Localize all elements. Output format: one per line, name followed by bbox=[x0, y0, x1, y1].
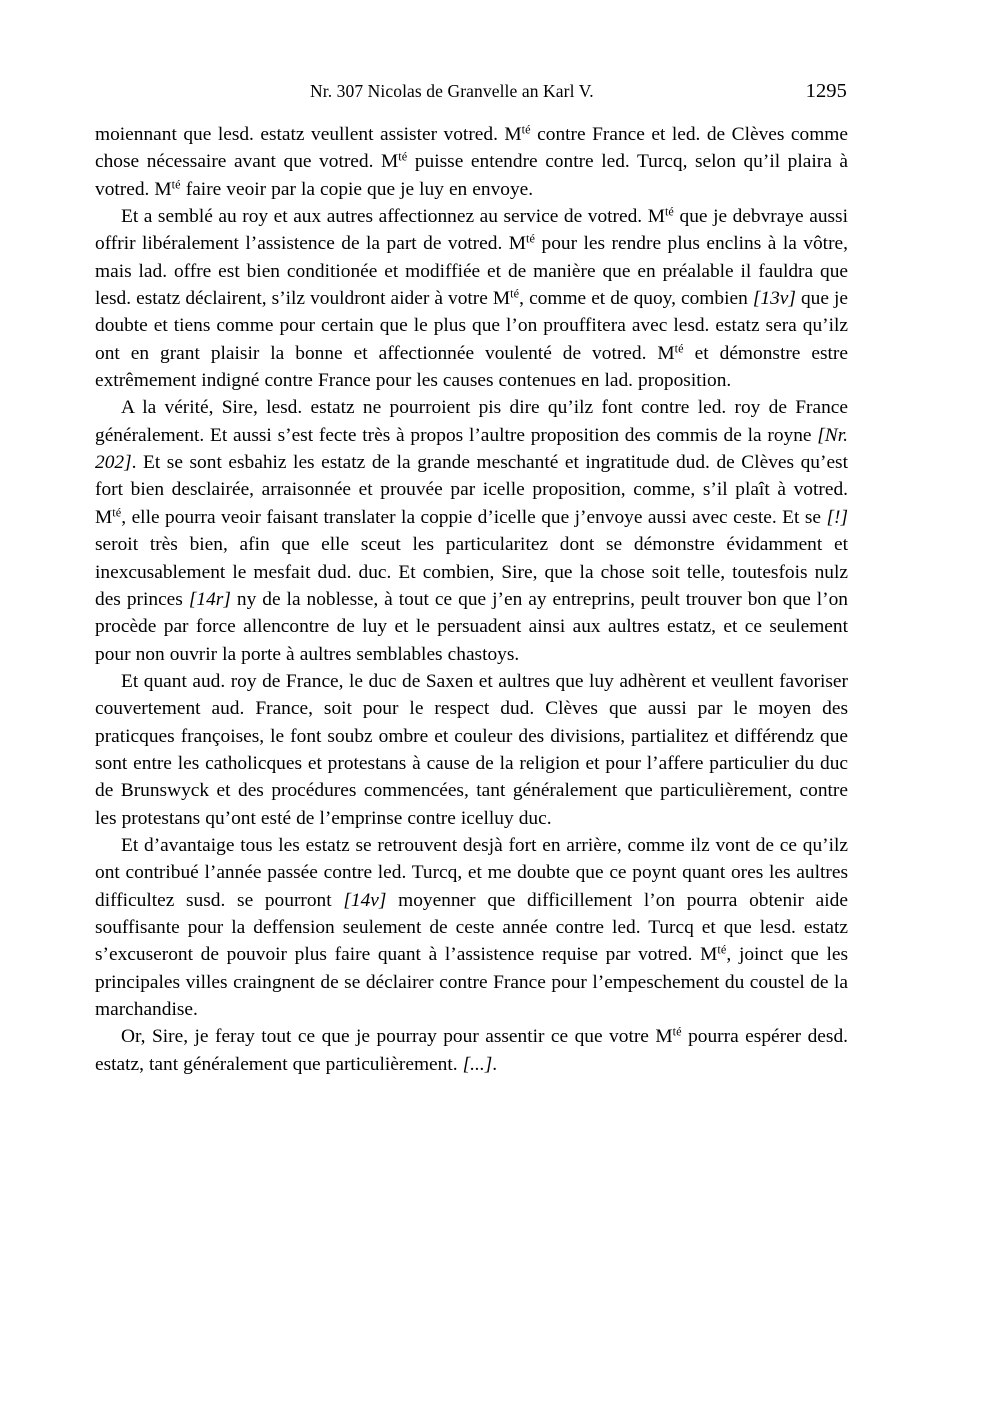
text-run: . Et se sont esbahiz les estatz de la grande meschanté et ingratitude dud. de Clèves qu’est fort bien desclairée, arraisonnée et prouvée par icelle proposition, comme, s’il plaît à votred. M bbox=[95, 452, 848, 528]
text-run: ny de la noblesse, à tout ce que j’en ay entreprins, peult trouver bon que l’on procède par force allencontre de luy et le persuadent ainsi aux aultres estatz, et ce seulement pour non ouvrir la porte à aultres semblables chastoys. bbox=[95, 588, 848, 665]
text-run: que je doubte et tiens comme pour certain que le plus que l’on prouffitera avec lesd. estatz sera qu’ilz ont en grant plaisir la bonne et affectionnée voulenté de votred. M bbox=[95, 288, 849, 364]
text-run: Et quant aud. roy de France, le duc de Saxen et aultres que luy adhèrent et veullent favoriser couvertement aud. France, soit pour le respect dud. Clèves que aussi par le moyen des praticques françoises, le font soubz ombre et couleur des divisions, partialitez et différendz que sont entre les catholicques et protestans à cause de la religion et pour l’affere particulier du duc de Brunswyck et des procédures commencées, tant généralement que particulièrement, contre les protestans qu’ont esté de l’emprinse contre icelluy duc. bbox=[95, 670, 848, 829]
editorial-marker: [14v] bbox=[343, 889, 387, 911]
text-run: Et a semblé au roy et aux autres affectionnez au service de votred. M bbox=[121, 206, 665, 228]
text-run: pourra espérer desd. estatz, tant généralement que particulièrement. bbox=[95, 1026, 848, 1075]
page-number: 1295 bbox=[805, 80, 847, 102]
text-run: A la vérité, Sire, lesd. estatz ne pourroient pis dire qu’ilz font contre led. roy de France généralement. Et aussi s’est fecte très à propos l’aultre proposition des commis de la royne bbox=[95, 397, 848, 446]
superscript-abbreviation: té bbox=[171, 177, 181, 192]
text-run: moyenner que difficillement l’on pourra obtenir aide souffisante pour la deffension seulement de ceste année contre led. Turcq et que lesd. estatz s’excuseront de pouvoir plus faire quant à l’assistence requise par votred. M bbox=[95, 889, 848, 966]
paragraph bbox=[95, 203, 848, 394]
paragraph bbox=[95, 832, 848, 1023]
paragraph bbox=[95, 668, 848, 832]
editorial-marker: [Nr. 202] bbox=[95, 424, 848, 474]
paragraph bbox=[95, 394, 848, 667]
superscript-abbreviation: té bbox=[526, 232, 536, 247]
superscript-abbreviation: té bbox=[112, 505, 122, 520]
superscript-abbreviation: té bbox=[521, 122, 531, 137]
text-run: contre France et led. de Clèves comme chose nécessaire avant que votred. M bbox=[95, 124, 848, 173]
text-run: puisse entendre contre led. Turcq, selon qu’il plaira à votred. M bbox=[95, 151, 848, 200]
text-run: pour les rendre plus enclins à la vôtre, mais lad. offre est bien conditionée et modiffiée et de manière que en préalable il fauldra que lesd. estatz déclairent, s’ilz vouldront aider à votre M bbox=[95, 233, 848, 310]
paragraph bbox=[95, 1023, 848, 1078]
text-run: faire veoir par la copie que je luy en envoye. bbox=[180, 178, 534, 200]
editorial-marker: [!] bbox=[826, 506, 848, 528]
text-run: . bbox=[492, 1053, 498, 1075]
text-run: moiennant que lesd. estatz veullent assister votred. M bbox=[95, 124, 522, 145]
text-run: et démonstre estre extrêmement indigné contre France pour les causes contenues en lad. proposition. bbox=[95, 342, 848, 392]
superscript-abbreviation: té bbox=[510, 286, 520, 301]
editorial-marker: [14r] bbox=[188, 588, 231, 610]
running-head-title: Nr. 307 Nicolas de Granvelle an Karl V. bbox=[310, 81, 594, 101]
superscript-abbreviation: té bbox=[398, 150, 408, 164]
text-run: seroit très bien, afin que elle sceut les particularitez dont se démonstre évidamment et inexcusablement le mesfait dud. duc. Et combien, Sire, que la chose soit telle, toutesfois nulz des princes bbox=[95, 534, 848, 610]
superscript-abbreviation: té bbox=[664, 204, 674, 219]
superscript-abbreviation: té bbox=[717, 942, 727, 957]
text-run: , joinct que les principales villes craingnent de se déclairer contre France pour l’empeschement du coustel de la marchandise. bbox=[95, 944, 849, 1020]
text-run: , comme et de quoy, combien bbox=[519, 288, 753, 310]
superscript-abbreviation: té bbox=[672, 1025, 682, 1039]
running-head bbox=[95, 78, 847, 104]
text-run: Or, Sire, je feray tout ce que je pourray pour assentir ce que votre M bbox=[121, 1026, 673, 1048]
text-run: , elle pourra veoir faisant translater la coppie d’icelle que j’envoye aussi avec ceste. Et se bbox=[121, 506, 827, 528]
editorial-marker: [...] bbox=[462, 1053, 493, 1075]
body-text-block bbox=[95, 121, 848, 1078]
text-run: Et d’avantaige tous les estatz se retrouvent desjà fort en arrière, comme ilz vont de ce qu’ilz ont contribué l’année passée contre led. Turcq, et me doubte que ce poynt quant ores les aultres difficultez susd. se pourront bbox=[95, 834, 848, 911]
text-run: que je debvraye aussi offrir libéralement l’assistence de la part de votred. M bbox=[95, 206, 848, 255]
paragraph bbox=[95, 121, 848, 203]
editorial-marker: [13v] bbox=[752, 288, 796, 310]
superscript-abbreviation: té bbox=[674, 341, 684, 356]
